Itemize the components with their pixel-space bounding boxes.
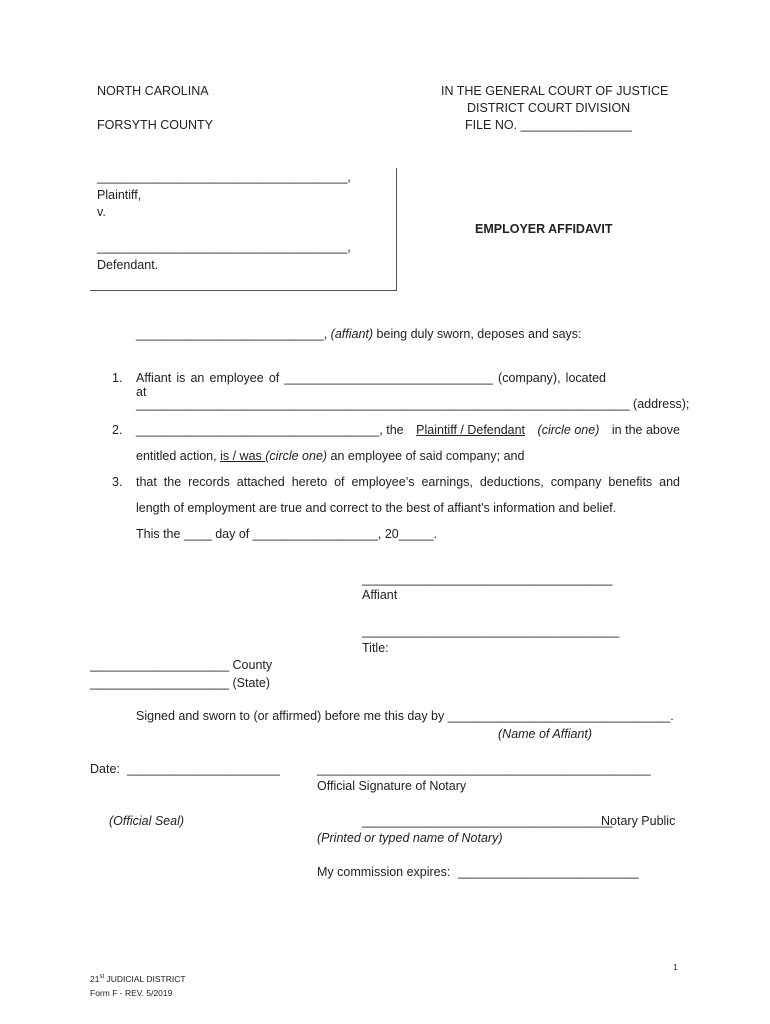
item-2-line-2 [136, 449, 524, 463]
form-revision: Form F - REV. 5/2019 [90, 988, 173, 998]
commission-blank[interactable]: __________________________ [458, 865, 639, 879]
versus-label: v. [97, 205, 106, 219]
item-3-line-1: that the records attached hereto of employee’s earnings, deductions, company benefits and [136, 475, 680, 489]
item-2-text-pre: entitled action, [136, 449, 221, 463]
item-1-line-1[interactable]: Affiant is an employee of ______________________________ (company), located at [136, 371, 606, 399]
circle-one-note-2: (circle one) [265, 449, 328, 463]
official-seal-label: (Official Seal) [109, 814, 185, 828]
item-3-line-2: length of employment are true and correct to the best of affiant's information and belief. [136, 501, 617, 515]
plaintiff-blank[interactable]: ____________________________________, [97, 170, 351, 184]
case-caption-box [90, 168, 397, 291]
county-field[interactable]: ____________________ County [90, 658, 273, 672]
item-number-3: 3. [112, 475, 123, 489]
page-number: 1 [673, 962, 678, 972]
item-1-line-2[interactable]: _______________________________________________________________________ (address); [136, 397, 690, 411]
plaintiff-label: Plaintiff, [97, 188, 142, 202]
name-of-affiant-note: (Name of Affiant) [498, 727, 593, 741]
employee-name-blank[interactable]: ___________________________________, the [136, 423, 404, 437]
notary-signature-line[interactable]: ________________________________________________ [317, 762, 651, 776]
state-field[interactable]: ____________________ (State) [90, 676, 271, 690]
district-text: JUDICIAL DISTRICT [104, 974, 186, 984]
item-2-tail: in the above [611, 423, 680, 437]
item-number-2: 2. [112, 423, 123, 437]
district-suffix: st [99, 974, 105, 981]
printed-name-note: (Printed or typed name of Notary) [317, 831, 503, 845]
division-heading: DISTRICT COURT DIVISION [467, 101, 631, 115]
affiant-name-blank[interactable]: ___________________________, [136, 327, 328, 341]
district-number: 21 [90, 974, 100, 984]
date-line[interactable]: This the ____ day of __________________, 20_____. [136, 527, 437, 541]
is-was-choice[interactable]: is / was [220, 449, 266, 463]
party-choice[interactable]: Plaintiff / Defendant [416, 423, 526, 437]
affiant-note: (affiant) [330, 327, 374, 341]
defendant-blank[interactable]: ____________________________________, [97, 240, 351, 254]
item-2-text-post: an employee of said company; and [327, 449, 525, 463]
defendant-label: Defendant. [97, 258, 159, 272]
intro-text: being duly sworn, deposes and says: [373, 327, 582, 341]
court-heading: IN THE GENERAL COURT OF JUSTICE [441, 84, 669, 98]
notary-signature-label: Official Signature of Notary [317, 779, 467, 793]
notary-date-blank[interactable]: ______________________ [127, 762, 280, 776]
notary-public-label: Notary Public [601, 814, 676, 828]
sworn-statement[interactable]: Signed and sworn to (or affirmed) before me this day by ________________________________. [136, 709, 674, 723]
date-label: Date: [90, 762, 120, 776]
document-title: EMPLOYER AFFIDAVIT [475, 222, 613, 236]
item-2-line-1 [136, 423, 680, 437]
intro-line [136, 327, 582, 341]
commission-label: My commission expires: [317, 865, 451, 879]
state-heading: NORTH CAROLINA [97, 84, 209, 98]
affiant-signature-line[interactable]: ____________________________________ [362, 572, 613, 586]
file-number-field[interactable]: FILE NO. ________________ [465, 118, 632, 132]
item-number-1: 1. [112, 371, 123, 385]
circle-one-note: (circle one) [537, 423, 600, 437]
county-heading: FORSYTH COUNTY [97, 118, 213, 132]
affiant-label: Affiant [362, 588, 398, 602]
notary-name-line[interactable]: ____________________________________ [362, 814, 613, 828]
judicial-district [90, 974, 186, 984]
title-signature-line[interactable]: _____________________________________ [362, 624, 620, 638]
title-label: Title: [362, 641, 389, 655]
